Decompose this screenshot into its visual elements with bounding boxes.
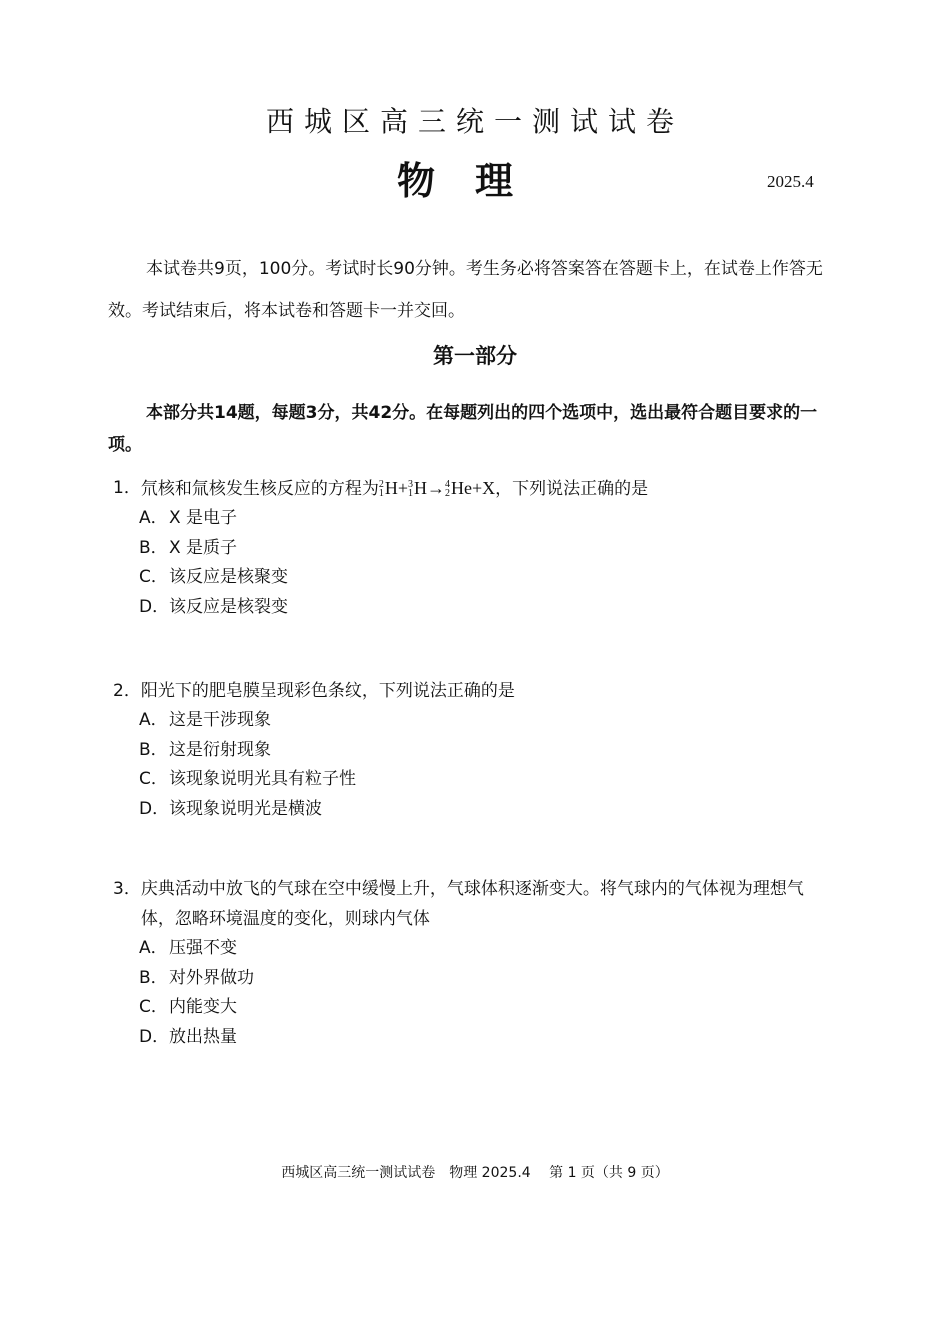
nuclear-equation (379, 478, 495, 498)
exam-title: 西城区高三统一测试试卷 (265, 105, 684, 138)
question-3 (113, 874, 833, 1053)
option-d (139, 593, 833, 623)
option-b (139, 736, 833, 766)
question-text (141, 473, 833, 504)
option-b (139, 534, 833, 564)
mass-number: 4 (444, 478, 450, 490)
option-a (139, 934, 833, 964)
mass-number: 3 (407, 478, 413, 490)
option-d (139, 795, 833, 825)
question-number: 3． (113, 879, 141, 899)
product-symbol: X (482, 478, 496, 498)
option-text: 对外界做功 (169, 967, 254, 988)
option-text: 压强不变 (169, 938, 237, 958)
options-list (113, 706, 833, 825)
question-stem (113, 874, 833, 934)
charge-number: 1 (378, 487, 384, 499)
isotope-numbers (379, 480, 384, 498)
question-1 (113, 473, 833, 623)
question-stem (113, 676, 833, 706)
options-list (113, 504, 833, 623)
option-letter: C． (139, 997, 168, 1018)
option-text: 该反应是核聚变 (169, 567, 288, 588)
option-d (139, 1023, 833, 1053)
part-intro: 本部分共14题，每题3分，共42分。在每题列出的四个选项中，选出最符合题目要求的一项。 (108, 403, 818, 455)
option-b (139, 964, 833, 994)
option-letter: B． (139, 537, 168, 558)
nucleus-symbol: H (413, 478, 427, 498)
option-text: 这是干涉现象 (169, 710, 271, 730)
stem-text-before: 氘核和氚核发生核反应的方程为 (140, 479, 379, 499)
option-text: 该反应是核裂变 (169, 597, 288, 618)
option-letter: A． (139, 938, 168, 958)
option-letter: A． (139, 710, 168, 730)
nucleus-symbol: H (384, 478, 398, 498)
isotope-numbers (408, 480, 413, 498)
option-c (139, 563, 833, 593)
option-letter: A． (139, 508, 168, 528)
question-stem (113, 473, 833, 504)
nucleus-symbol: He (450, 478, 472, 498)
option-text: 放出热量 (169, 1027, 237, 1048)
mass-number: 2 (378, 478, 384, 490)
option-c (139, 993, 833, 1023)
page-footer: 西城区高三统一测试试卷 物理 2025.4 第 1 页（共 9 页） (281, 1165, 669, 1181)
charge-number: 2 (444, 487, 450, 499)
exam-notice: 本试卷共9页，100分。考试时长90分钟。考生务必将答案答在答题卡上，在试卷上作答无效。考试结束后，将本试卷和答题卡一并交回。 (108, 259, 823, 321)
plus-sign: + (397, 478, 408, 498)
option-c (139, 765, 833, 795)
exam-date: 2025.4 (767, 172, 814, 191)
subject-title: 物理 (396, 159, 553, 203)
question-text: 阳光下的肥皂膜呈现彩色条纹，下列说法正确的是 (140, 681, 515, 701)
question-2 (113, 676, 833, 825)
option-letter: D． (139, 799, 170, 820)
option-letter: D． (139, 597, 170, 618)
options-list (113, 934, 833, 1053)
option-letter: D． (139, 1027, 170, 1048)
option-a (139, 706, 833, 736)
question-number: 1． (113, 478, 141, 498)
option-text: 该现象说明光是横波 (169, 799, 322, 820)
reaction-arrow: → (426, 478, 445, 498)
stem-text-after: ，下列说法正确的是 (495, 479, 649, 499)
question-number: 2． (113, 681, 141, 701)
option-letter: C． (139, 567, 168, 588)
option-text: X 是电子 (169, 508, 238, 528)
charge-number: 1 (407, 487, 413, 499)
option-letter: B． (139, 739, 168, 760)
option-text: X 是质子 (169, 537, 238, 558)
option-text: 内能变大 (169, 997, 237, 1018)
option-text: 这是衍射现象 (169, 739, 271, 760)
option-letter: B． (139, 967, 168, 988)
part-title: 第一部分 (433, 344, 517, 368)
option-text: 该现象说明光具有粒子性 (169, 769, 356, 790)
option-a (139, 504, 833, 534)
plus-sign: + (471, 478, 483, 498)
isotope-numbers (445, 480, 450, 498)
option-letter: C． (139, 769, 168, 790)
question-text: 庆典活动中放飞的气球在空中缓慢上升，气球体积逐渐变大。将气球内的气体视为理想气体，忽略环境温度的变化，则球内气体 (140, 879, 804, 929)
